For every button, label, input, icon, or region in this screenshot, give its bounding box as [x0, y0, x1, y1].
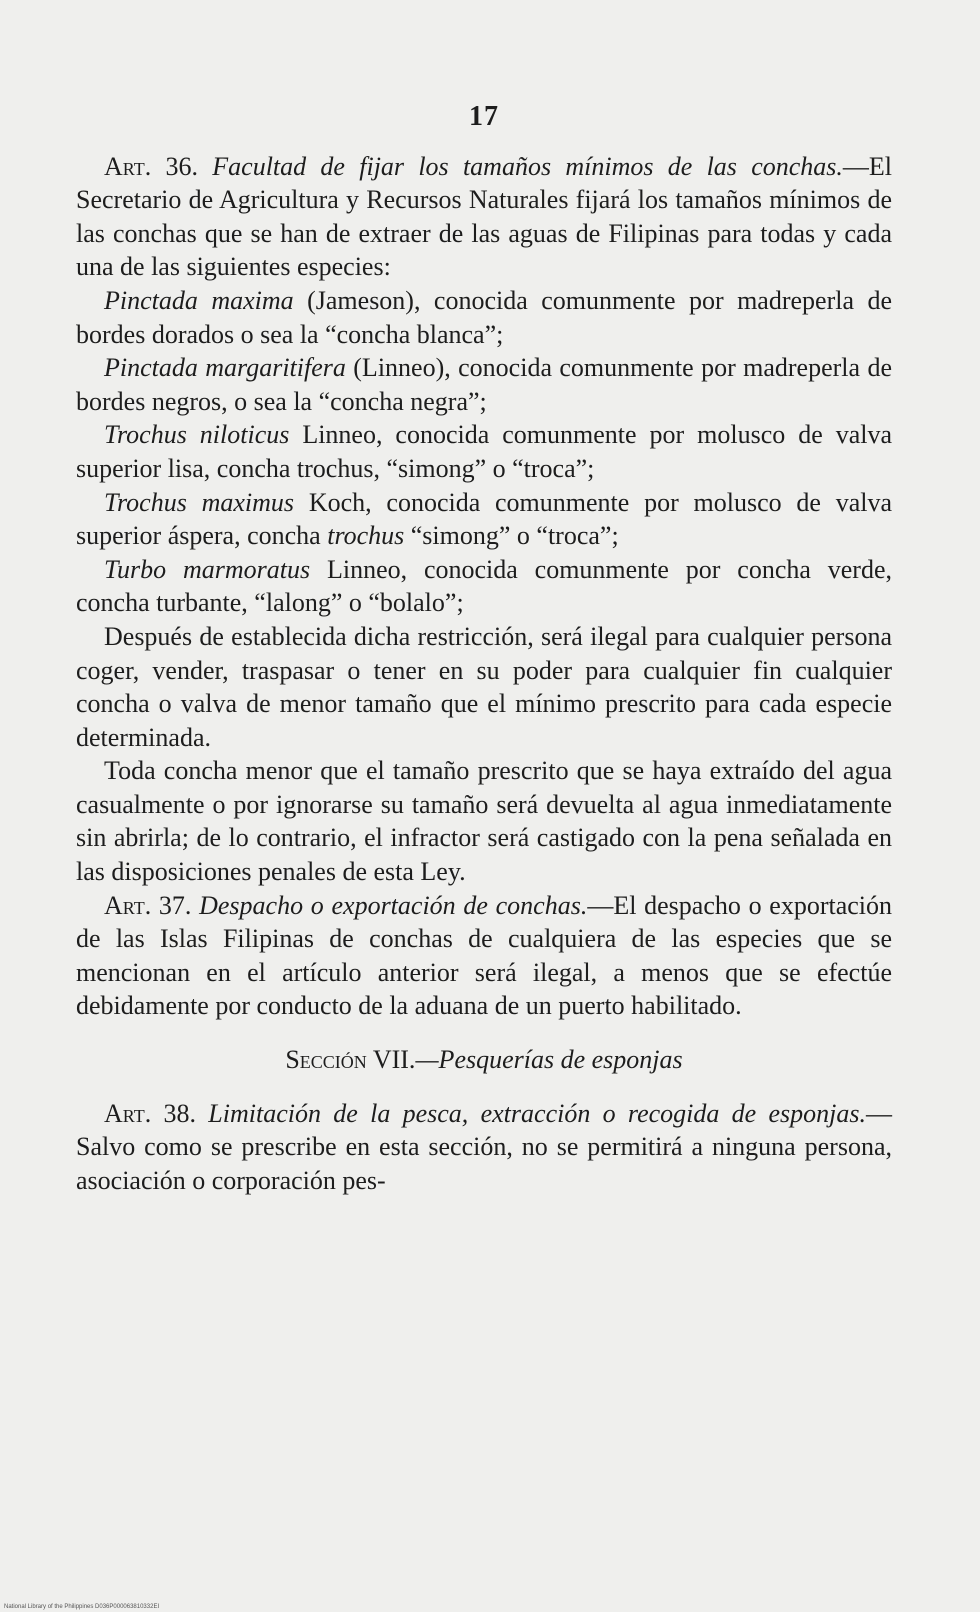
art36-label: Art. 36.: [104, 151, 198, 181]
section-title: —Pesquerías de esponjas: [415, 1045, 683, 1075]
species-item: [76, 418, 892, 485]
art36-intro: —El Secretario de Agricultura y Recursos Naturales fijará los tamaños mínimos de las conchas que se han de extraer de las aguas de Filipinas para todas y cada una de las siguientes especies:: [76, 151, 893, 282]
section-heading: [76, 1043, 892, 1077]
species-description-end: “simong” o “troca”;: [404, 521, 619, 551]
species-name: Trochus maximus: [104, 487, 295, 517]
art36-title: Facultad de fijar los tamaños mínimos de las conchas.: [212, 151, 843, 181]
art37-label: Art. 37.: [104, 890, 192, 920]
art37-title: Despacho o exportación de conchas.: [199, 890, 588, 920]
species-name: Turbo marmoratus: [104, 554, 311, 584]
species-name: Pinctada maxima: [104, 285, 294, 315]
species-description: Linneo, conocida comunmente por concha verde, concha turbante, “lalong” o “bolalo”;: [76, 554, 892, 618]
art37-paragraph: [76, 889, 892, 1023]
art36-paragraph: [76, 150, 892, 284]
species-italic-term: trochus: [327, 521, 405, 551]
art38-label: Art. 38.: [104, 1098, 196, 1128]
art38-body: —Salvo como se prescribe en esta sección, no se permitirá a ninguna persona, asociación o corporación pes-: [76, 1098, 893, 1195]
species-description: (Linneo), conocida comunmente por madreperla de bordes negros, o sea la “concha negra”;: [76, 353, 892, 416]
art38-title: Limitación de la pesca, extracción o recogida de esponjas.: [208, 1098, 867, 1128]
species-description: (Jameson), conocida comunmente por madreperla de bordes dorados o sea la “concha blanca”;: [76, 285, 893, 349]
page-content: [76, 100, 892, 1197]
species-item: [76, 284, 892, 351]
art37-body: —El despacho o exportación de las Islas Filipinas de conchas de cualquiera de las especies que se mencionan en el artículo anterior será ilegal, a menos que se efectúe debidamente por conducto de la aduana de un puerto habilitado.: [76, 890, 893, 1021]
species-item: [76, 351, 892, 418]
art38-paragraph: [76, 1097, 892, 1198]
species-item: [76, 486, 892, 553]
species-name: Trochus niloticus: [104, 420, 290, 450]
art36-paragraph-3: Toda concha menor que el tamaño prescrito que se haya extraído del agua casualmente o por ignorarse su tamaño será devuelta al agua inmediatamente sin abrirla; de lo contrario, el infractor será castigado con la pena señalada en las disposiciones penales de esta Ley.: [76, 756, 892, 887]
library-footer: National Library of the Philippines D036P000063810332EI: [4, 1604, 160, 1610]
art36-paragraph-2: Después de establecida dicha restricción, será ilegal para cualquier persona coger, vender, traspasar o tener en su poder para cualquier fin cualquier concha o valva de menor tamaño que el mínimo prescrito para cada especie determinada.: [76, 621, 892, 752]
species-name: Pinctada margaritifera: [104, 353, 346, 383]
species-item: [76, 553, 892, 620]
species-description: Koch, conocida comunmente por molusco de valva superior áspera, concha: [76, 487, 892, 551]
page-number: 17: [469, 101, 499, 132]
section-label: Sección VII.: [285, 1045, 416, 1075]
species-description: Linneo, conocida comunmente por molusco de valva superior lisa, concha trochus, “simong” o “troca”;: [76, 420, 893, 483]
